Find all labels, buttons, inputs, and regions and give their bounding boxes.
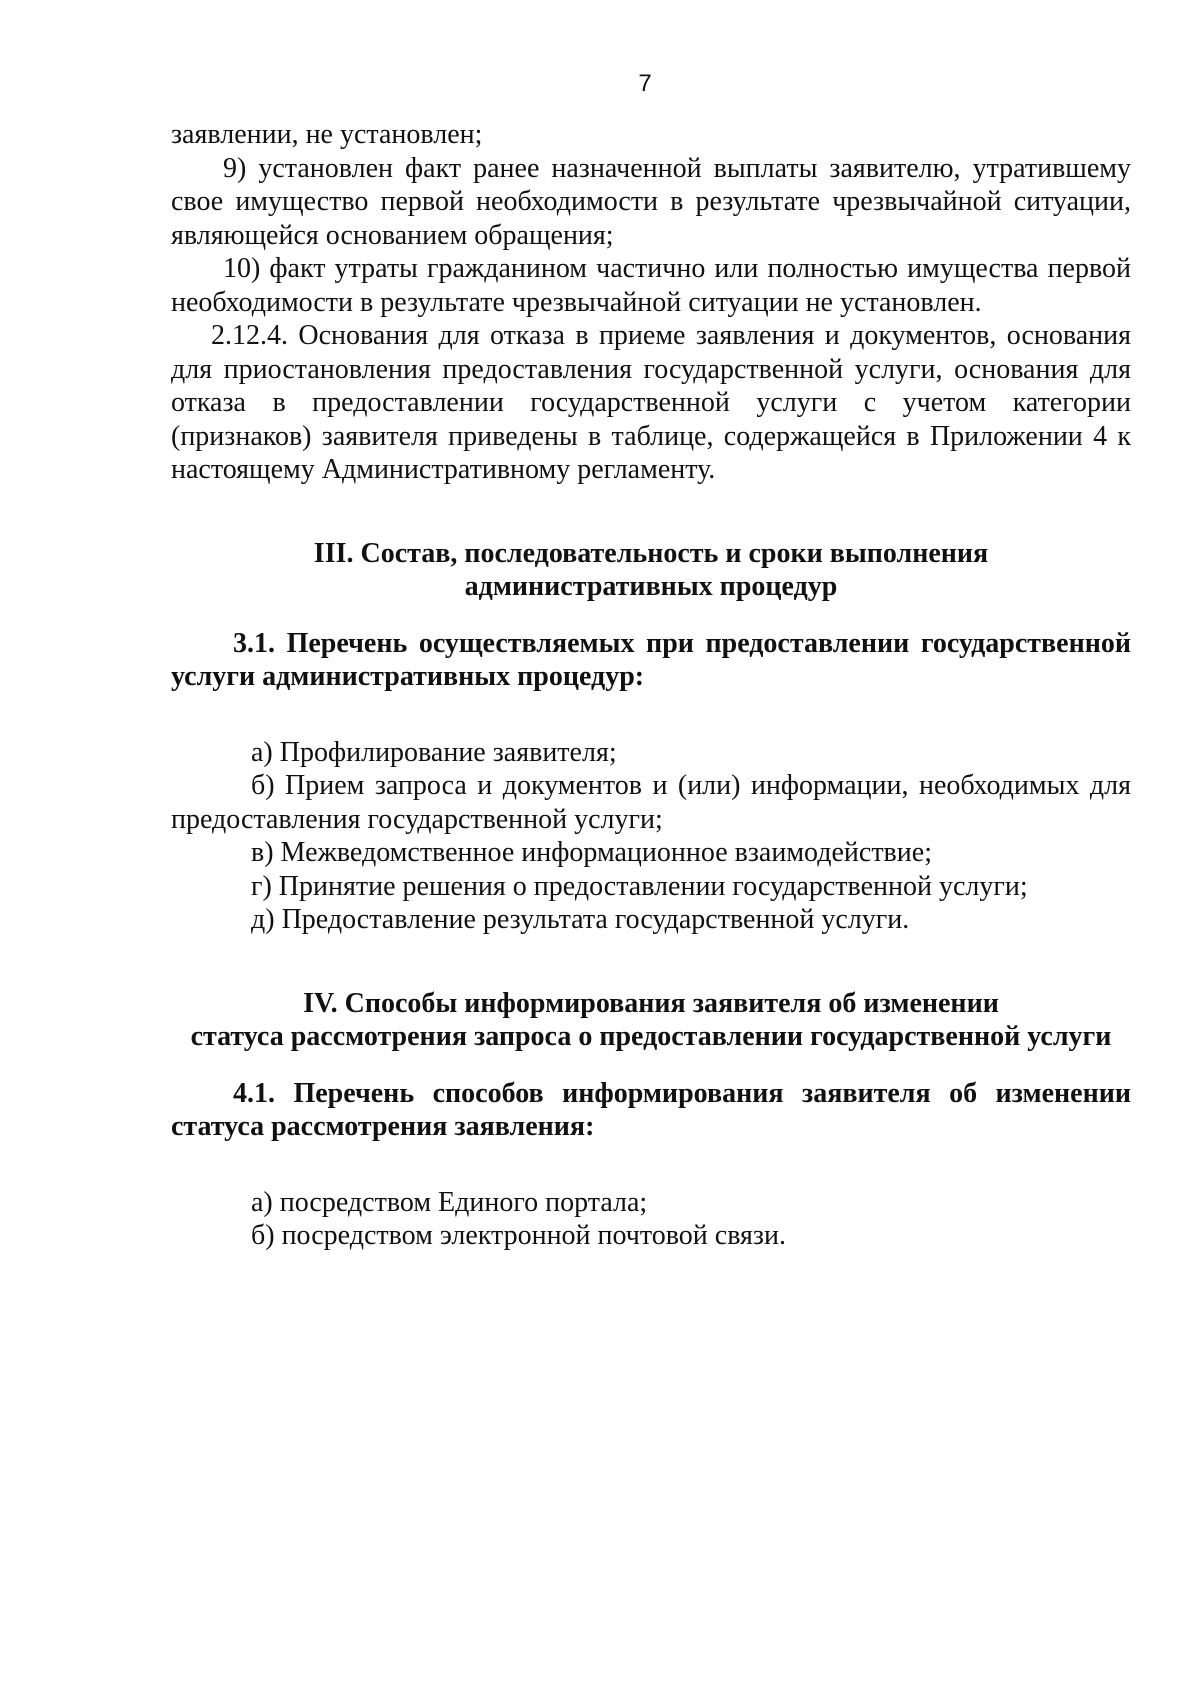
paragraph-continuation: заявлении, не установлен; — [171, 119, 483, 150]
section-3-title-line2: административных процедур — [464, 570, 838, 602]
list-item-d: д) Предоставление результата государственной услуги. — [251, 904, 910, 935]
page-number: 7 — [638, 70, 652, 97]
section-4-title-line1: IV. Способы информирования заявителя об изменении — [303, 987, 999, 1019]
list-item-b: б) Прием запроса и документов и (или) информации, необходимых для предоставления государственной услуги; — [171, 770, 1131, 835]
list-item-portal: а) посредством Единого портала; — [251, 1186, 648, 1218]
list-item-v: в) Межведомственное информационное взаимодействие; — [251, 837, 932, 868]
section-4-title — [171, 987, 1131, 1053]
document-body — [171, 118, 1131, 1253]
section-4-1-subtitle: 4.1. Перечень способов информирования заявителя об изменении статуса рассмотрения заявления: — [171, 1077, 1131, 1142]
paragraph-item-9: 9) установлен факт ранее назначенной выплаты заявителю, утратившему свое имущество первой необходимости в результате чрезвычайной ситуации, являющейся основанием обращения; — [171, 152, 1131, 251]
paragraph-2-12-4: 2.12.4. Основания для отказа в приеме заявления и документов, основания для приостановления предоставления государственной услуги, основания для отказа в предоставлении государственной услуги с учетом категории (признаков) заявителя приведены в таблице, содержащейся в Приложении 4 к настоящему Административному регламенту. — [171, 320, 1131, 485]
paragraph-item-10: 10) факт утраты гражданином частично или полностью имущества первой необходимости в результате чрезвычайной ситуации не установлен. — [171, 253, 1131, 318]
section-3-title — [171, 537, 1131, 603]
list-item-email: б) посредством электронной почтовой связи. — [251, 1220, 786, 1251]
section-3-1-subtitle: 3.1. Перечень осуществляемых при предоставлении государственной услуги административных процедур: — [171, 627, 1131, 692]
section-4-title-line2: статуса рассмотрения запроса о предоставлении государственной услуги — [190, 1020, 1112, 1052]
section-3-title-line1: III. Состав, последовательность и сроки выполнения — [313, 537, 989, 569]
list-item-a: а) Профилирование заявителя; — [251, 736, 617, 768]
list-item-g: г) Принятие решения о предоставлении государственной услуги; — [251, 870, 1028, 902]
